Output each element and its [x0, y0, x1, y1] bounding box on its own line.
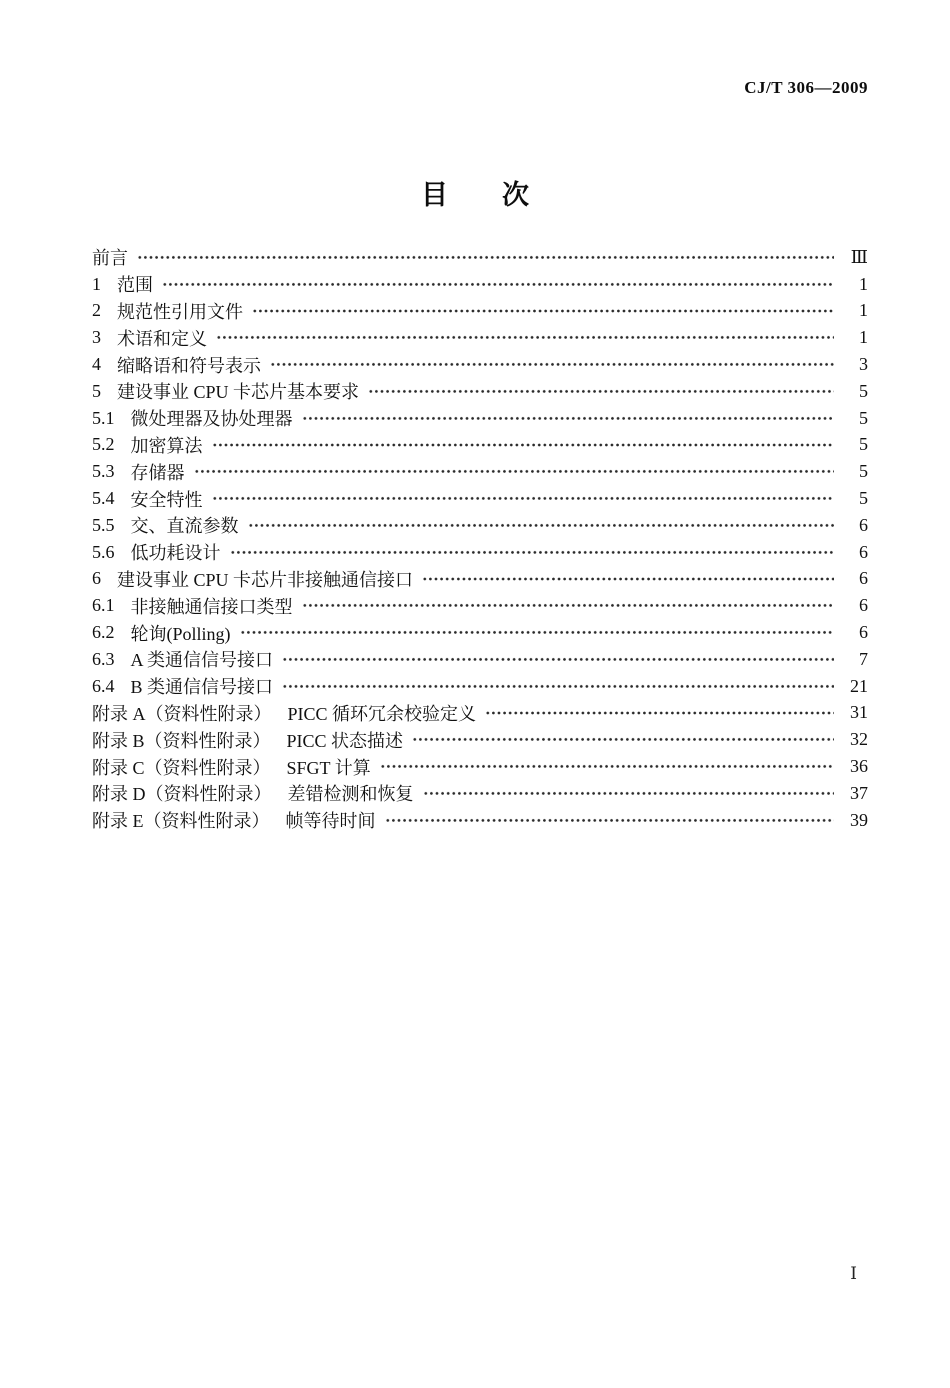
standard-code: CJ/T 306—2009: [744, 78, 868, 97]
toc-entry: [92, 458, 868, 485]
toc-dot-leader: [212, 432, 835, 459]
toc-entry-number: 6.3: [92, 648, 115, 669]
toc-entry-title: 轮询(Polling): [130, 623, 231, 644]
toc-dot-leader: [412, 726, 834, 753]
toc-dot-leader: [270, 351, 834, 378]
toc-entry-number: 5.6: [92, 541, 115, 562]
toc-dot-leader: [302, 405, 835, 432]
toc-entry-title: 术语和定义: [117, 328, 207, 349]
toc-entry-number: 附录 D（资料性附录）: [92, 784, 272, 805]
toc-entry-title: 差错检测和恢复: [287, 784, 414, 805]
toc-entry: [92, 244, 868, 271]
toc-entry-page: 39: [850, 809, 868, 830]
toc-entry-number: 6.4: [92, 675, 115, 696]
toc-entry-page: 37: [850, 782, 868, 803]
toc-entry-page: 6: [859, 568, 868, 589]
toc-list: [92, 244, 868, 834]
toc-dot-leader: [282, 673, 834, 700]
toc-entry-number: 5.2: [92, 434, 115, 455]
toc-entry-title: B 类通信信号接口: [130, 677, 274, 698]
toc-dot-leader: [240, 619, 834, 646]
toc-entry-number: 2: [92, 300, 101, 321]
toc-entry: [92, 646, 868, 673]
toc-dot-leader: [216, 324, 834, 351]
toc-entry-title: 缩略语和符号表示: [117, 355, 261, 376]
toc-entry-title: 非接触通信接口类型: [130, 596, 293, 617]
toc-entry-page: 5: [859, 461, 868, 482]
toc-dot-leader: [137, 244, 834, 271]
toc-entry: [92, 512, 868, 539]
toc-entry: [92, 753, 868, 780]
toc-entry-page: Ⅲ: [850, 246, 868, 267]
toc-entry-number: 3: [92, 327, 101, 348]
toc-entry-title: 存储器: [130, 462, 185, 483]
toc-entry-number: 5: [92, 380, 101, 401]
toc-entry-number: 5.3: [92, 461, 115, 482]
toc-entry-number: 附录 A（资料性附录）: [92, 703, 272, 724]
toc-entry-title: PICC 循环冗余校验定义: [287, 703, 477, 724]
toc-entry-number: 5.4: [92, 488, 115, 509]
toc-entry: [92, 673, 868, 700]
toc-entry-title: 帧等待时间: [285, 811, 376, 832]
toc-entry-page: 32: [850, 729, 868, 750]
toc-entry: [92, 432, 868, 459]
toc-entry-number: 5.5: [92, 514, 115, 535]
toc-entry-title: 范围: [117, 275, 153, 296]
toc-dot-leader: [212, 485, 835, 512]
toc-dot-leader: [423, 780, 835, 807]
toc-entry: [92, 405, 868, 432]
toc-entry-page: 3: [859, 354, 868, 375]
toc-entry-number: 附录 E（资料性附录）: [92, 811, 270, 832]
toc-dot-leader: [248, 512, 835, 539]
toc-dot-leader: [422, 566, 834, 593]
toc-entry: [92, 351, 868, 378]
footer-page-number: Ⅰ: [850, 1264, 857, 1283]
toc-entry-title: 交、直流参数: [130, 516, 239, 537]
toc-entry-number: 1: [92, 273, 101, 294]
toc-dot-leader: [230, 539, 835, 566]
toc-dot-leader: [302, 592, 835, 619]
toc-entry-title: 建设事业 CPU 卡芯片基本要求: [117, 382, 360, 403]
toc-entry: [92, 807, 868, 834]
toc-entry: [92, 700, 868, 727]
toc-entry: [92, 780, 868, 807]
toc-entry-page: 36: [850, 756, 868, 777]
toc-entry-page: 5: [859, 380, 868, 401]
toc-dot-leader: [485, 700, 834, 727]
toc-entry: [92, 726, 868, 753]
toc-entry-title: 建设事业 CPU 卡芯片非接触通信接口: [117, 569, 414, 590]
toc-entry-title: PICC 状态描述: [286, 730, 404, 751]
toc-entry: [92, 378, 868, 405]
toc-dot-leader: [282, 646, 834, 673]
toc-entry-page: 1: [859, 300, 868, 321]
toc-entry-number: 4: [92, 354, 101, 375]
toc-entry-number: 6.2: [92, 622, 115, 643]
toc-entry: [92, 539, 868, 566]
toc-entry-title: SFGT 计算: [286, 757, 371, 778]
toc-entry-page: 31: [850, 702, 868, 723]
toc-entry: [92, 566, 868, 593]
toc-entry-title: 微处理器及协处理器: [130, 409, 293, 430]
toc-entry-page: 1: [859, 273, 868, 294]
toc-dot-leader: [385, 807, 835, 834]
toc-entry-page: 21: [850, 675, 868, 696]
toc-dot-leader: [380, 753, 834, 780]
toc-dot-leader: [162, 271, 834, 298]
toc-entry: [92, 324, 868, 351]
toc-entry-page: 6: [859, 595, 868, 616]
toc-entry-page: 6: [859, 541, 868, 562]
toc-dot-leader: [252, 298, 834, 325]
toc-entry-page: 6: [859, 622, 868, 643]
toc-entry-number: 附录 B（资料性附录）: [92, 730, 271, 751]
toc-entry-title: 加密算法: [130, 435, 203, 456]
toc-dot-leader: [194, 458, 835, 485]
toc-entry-page: 1: [859, 327, 868, 348]
toc-entry-number: 5.1: [92, 407, 115, 428]
toc-entry: [92, 592, 868, 619]
toc-entry-number: 6: [92, 568, 101, 589]
toc-entry-title: A 类通信信号接口: [130, 650, 274, 671]
toc-entry-number: 附录 C（资料性附录）: [92, 757, 271, 778]
toc-entry-page: 7: [859, 648, 868, 669]
toc-entry: [92, 485, 868, 512]
toc-entry-page: 5: [859, 488, 868, 509]
toc-entry-title: 前言: [92, 248, 128, 269]
toc-entry-page: 6: [859, 514, 868, 535]
toc-entry-page: 5: [859, 434, 868, 455]
toc-dot-leader: [368, 378, 834, 405]
toc-entry-title: 低功耗设计: [130, 543, 221, 564]
toc-entry-page: 5: [859, 407, 868, 428]
toc-entry: [92, 271, 868, 298]
toc-entry-number: 6.1: [92, 595, 115, 616]
toc-entry: [92, 619, 868, 646]
toc-entry-title: 安全特性: [130, 489, 203, 510]
toc-entry-title: 规范性引用文件: [117, 301, 243, 322]
page-title: 目 次: [421, 180, 529, 211]
toc-entry: [92, 298, 868, 325]
